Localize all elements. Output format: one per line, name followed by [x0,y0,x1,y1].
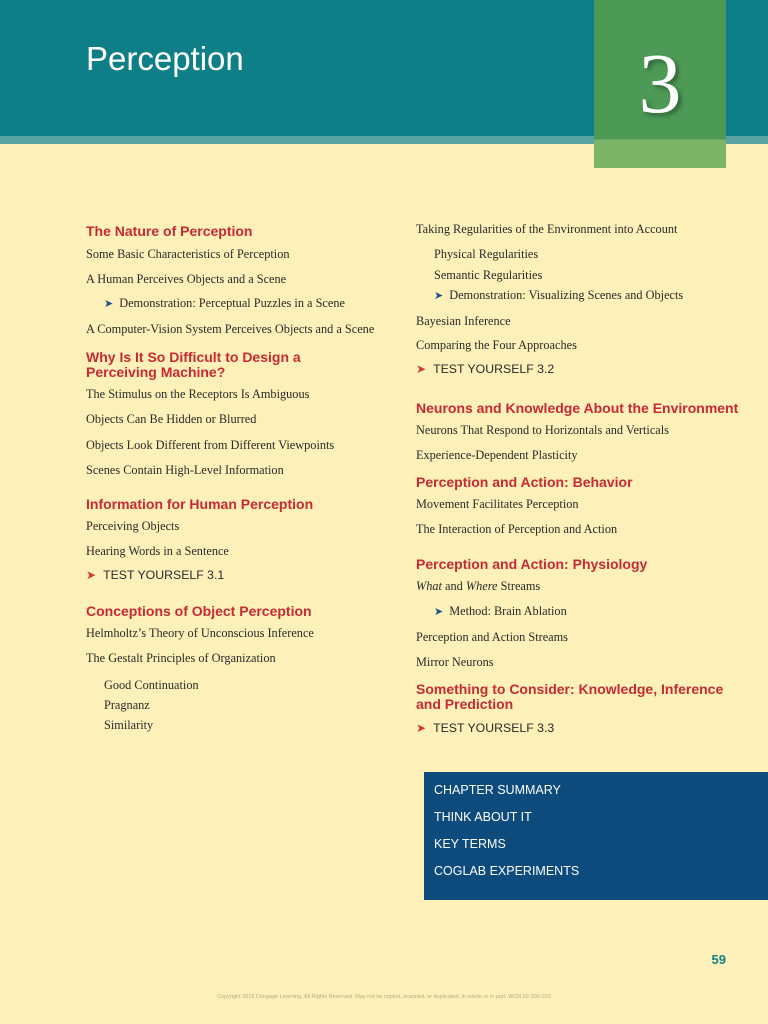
chapter-summary-box [424,772,768,900]
arrow-right-icon: ➤ [434,289,444,302]
toc-item[interactable]: Experience-Dependent Plasticity [416,448,578,462]
toc-item[interactable]: What and Where Streams [416,579,541,593]
test-yourself-item[interactable]: ➤ TEST YOURSELF 3.3 [416,721,555,735]
copyright-notice: Copyright 2019 Cengage Learning. All Rights Reserved. May not be copied, scanned, or duplicated, in whole or in part. WCN 02-200-203 [217,994,551,1000]
toc-subitem[interactable]: Physical Regularities [434,247,539,261]
toc-item[interactable]: The Gestalt Principles of Organization [86,651,276,665]
section-heading[interactable]: The Nature of Perception [86,223,253,239]
toc-item[interactable]: Movement Facilitates Perception [416,497,579,511]
summary-link-coglab-experiments[interactable]: COGLAB EXPERIMENTS [434,864,580,878]
section-heading[interactable]: Conceptions of Object Perception [86,603,312,619]
section-heading[interactable]: Information for Human Perception [86,496,314,512]
section-heading[interactable]: Perception and Action: Behavior [416,474,633,490]
toc-item[interactable]: The Interaction of Perception and Action [416,522,618,536]
toc-left-column [86,224,386,733]
arrow-right-icon: ➤ [434,605,444,618]
toc-item[interactable]: Perception and Action Streams [416,630,568,644]
summary-link-chapter-summary[interactable]: CHAPTER SUMMARY [434,783,561,797]
section-heading[interactable]: Something to Consider: Knowledge, Inference and Prediction [416,681,724,712]
arrow-right-icon: ➤ [86,568,97,582]
toc-item[interactable]: Mirror Neurons [416,655,494,669]
toc-subitem[interactable]: Similarity [104,718,154,732]
toc-item[interactable]: Scenes Contain High-Level Information [86,463,284,477]
toc-item[interactable]: Comparing the Four Approaches [416,338,577,352]
toc-item[interactable]: Some Basic Characteristics of Perception [86,247,290,261]
toc-item[interactable]: Hearing Words in a Sentence [86,544,229,558]
toc-item[interactable]: A Human Perceives Objects and a Scene [86,272,287,286]
summary-link-key-terms[interactable]: KEY TERMS [434,837,506,851]
toc-item[interactable]: The Stimulus on the Receptors Is Ambiguous [86,387,310,401]
toc-subitem[interactable]: Good Continuation [104,678,199,692]
arrow-right-icon: ➤ [416,362,427,376]
section-heading[interactable]: Perception and Action: Physiology [416,556,648,572]
chapter-title: Perception [86,40,244,77]
chapter-number-box [594,0,726,168]
chapter-number: 3 [638,35,682,131]
toc-subitem[interactable]: Semantic Regularities [434,268,543,282]
toc-demo-item[interactable]: ➤ Demonstration: Perceptual Puzzles in a Scene [104,296,345,310]
page-number: 59 [711,952,726,967]
toc-item[interactable]: Objects Look Different from Different Viewpoints [86,438,335,452]
toc-method-item[interactable]: ➤ Method: Brain Ablation [434,604,567,618]
toc-item[interactable]: Helmholtz’s Theory of Unconscious Inference [86,626,314,640]
test-yourself-item[interactable]: ➤ TEST YOURSELF 3.2 [416,362,555,376]
toc-item[interactable]: Objects Can Be Hidden or Blurred [86,412,257,426]
toc-item[interactable]: Bayesian Inference [416,314,511,328]
toc-right-column [416,222,746,736]
test-yourself-item[interactable]: ➤ TEST YOURSELF 3.1 [86,568,225,582]
toc-subitem[interactable]: Pragnanz [104,698,150,712]
section-heading[interactable]: Neurons and Knowledge About the Environment [416,400,739,416]
toc-demo-item[interactable]: ➤ Demonstration: Visualizing Scenes and Objects [434,288,684,302]
toc-item[interactable]: A Computer-Vision System Perceives Objects and a Scene [86,322,375,336]
arrow-right-icon: ➤ [104,297,114,310]
toc-item[interactable]: Perceiving Objects [86,519,180,533]
arrow-right-icon: ➤ [416,721,427,735]
toc-item[interactable]: Taking Regularities of the Environment into Account [416,222,678,236]
section-heading[interactable]: Why Is It So Difficult to Design a Perceiving Machine? [86,349,301,380]
toc-item[interactable]: Neurons That Respond to Horizontals and Verticals [416,423,669,437]
summary-link-think-about-it[interactable]: THINK ABOUT IT [434,810,532,824]
